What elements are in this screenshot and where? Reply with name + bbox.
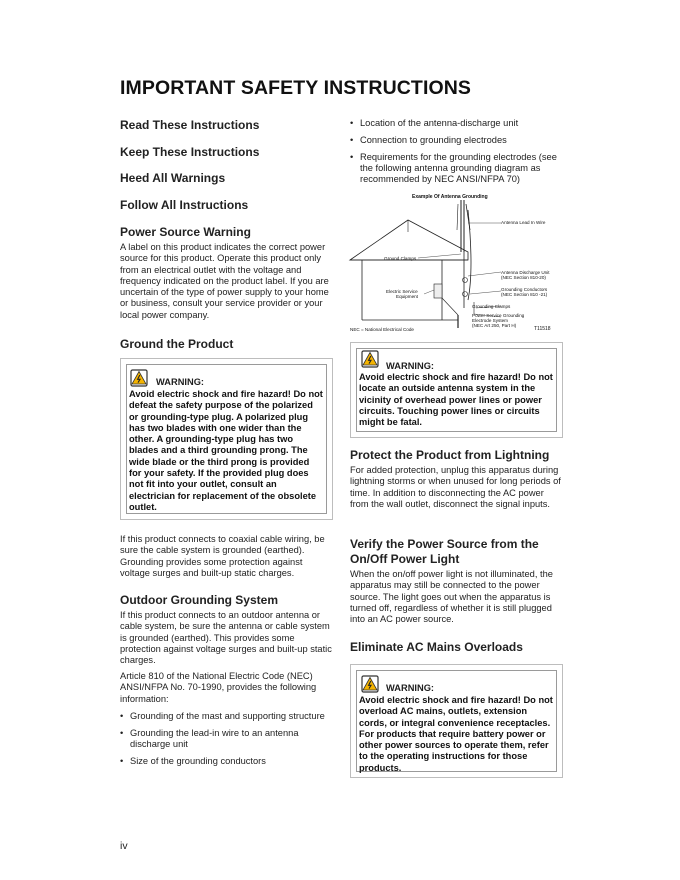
diagram-title: Example Of Antenna Grounding bbox=[412, 194, 488, 200]
list-item: • Grounding of the mast and supporting structure bbox=[120, 711, 332, 722]
heading-verify-power-light: On/Off Power Light bbox=[350, 552, 460, 566]
heading-protect-lightning: Protect the Product from Lightning bbox=[350, 448, 550, 462]
label-discharge-unit: Antenna Discharge Unit bbox=[501, 270, 550, 275]
label-ground-clamps: Ground Clamps bbox=[384, 256, 417, 261]
ground-warning-box bbox=[120, 358, 333, 520]
warning-shock-icon bbox=[361, 675, 379, 693]
heading-follow-instructions: Follow All Instructions bbox=[120, 198, 249, 212]
antenna-warning-label: WARNING: bbox=[386, 361, 435, 371]
overload-warning-label: WARNING: bbox=[386, 683, 435, 693]
verify-text: When the on/off power light is not illuminated, the apparatus may still be connected to the power source. The light goes out when the apparatus is turned off, regardless of whether it is still plugged into an AC power source. bbox=[350, 569, 553, 625]
warning-shock-icon bbox=[130, 369, 148, 387]
coax-text: If this product connects to coaxial cable wiring, be sure the cable system is grounded (earthed). Grounding provides some protection against voltage surges and built-up static charges. bbox=[120, 534, 325, 578]
label-antenna-lead: Antenna Lead In Wire bbox=[501, 220, 546, 225]
label-electrode-system: Electrode System bbox=[472, 318, 508, 323]
antenna-warning-box bbox=[350, 342, 563, 438]
outdoor-text: If this product connects to an outdoor antenna or cable system, be sure the antenna or cable system is grounded (earthed). This provides some protection against voltage surges and built-up static charges. bbox=[120, 610, 332, 666]
heading-keep-instructions: Keep These Instructions bbox=[120, 145, 260, 159]
list-item: • Grounding the lead-in wire to an antenna discharge unit bbox=[120, 728, 332, 750]
label-grounding-conductors-section: (NEC Section 810 -21) bbox=[501, 292, 548, 297]
list-item: • Location of the antenna-discharge unit bbox=[350, 118, 562, 129]
list-item: • Requirements for the grounding electrodes (see the following antenna grounding diagram as recommended by NEC ANSI/NFPA 70) bbox=[350, 152, 562, 185]
overload-warning-text: Avoid electric shock and fire hazard! Do not overload AC mains, outlets, extension cords, or integral convenience receptacles. For products that require battery power or other power sources to operate them, refer to the operating instructions for those products. bbox=[359, 695, 553, 773]
heading-power-source-warning: Power Source Warning bbox=[120, 225, 251, 239]
label-grounding-clamps: Grounding Clamps bbox=[472, 304, 511, 309]
ground-warning-label: WARNING: bbox=[156, 377, 205, 387]
overload-warning-box bbox=[350, 664, 563, 778]
page-title: IMPORTANT SAFETY INSTRUCTIONS bbox=[120, 77, 472, 99]
label-discharge-unit-section: (NEC Section 810-20) bbox=[501, 275, 546, 280]
label-figure-id: T11518 bbox=[534, 326, 551, 332]
label-power-service: Power Service Grounding bbox=[472, 313, 525, 318]
heading-ground-product: Ground the Product bbox=[120, 337, 234, 351]
heading-outdoor-grounding: Outdoor Grounding System bbox=[120, 593, 278, 607]
list-item: • Size of the grounding conductors bbox=[120, 756, 332, 767]
warning-shock-icon bbox=[361, 350, 379, 368]
heading-read-instructions: Read These Instructions bbox=[120, 118, 260, 132]
power-source-text: A label on this product indicates the correct power source for this product. Operate this product only from an electrical outlet with the voltage and frequency indicated on the product label. If you are uncertain of the type of power supply to your home or business, consult your service provider or your local power company. bbox=[120, 242, 329, 320]
article-text: Article 810 of the National Electric Code (NEC) ANSI/NFPA No. 70-1990, provides the following information: bbox=[120, 671, 317, 704]
heading-eliminate-overloads: Eliminate AC Mains Overloads bbox=[350, 640, 523, 654]
label-grounding-conductors: Grounding Conductors bbox=[501, 287, 548, 292]
label-electric-service-equipment: Equipment bbox=[396, 294, 418, 299]
page-number: iv bbox=[120, 840, 128, 852]
lightning-text: For added protection, unplug this apparatus during lightning storms or when unused for long periods of time. In addition to disconnecting the AC power from the wall outlet, disconnect the signal inputs. bbox=[350, 465, 561, 509]
antenna-warning-text: Avoid electric shock and fire hazard! Do not locate an outside antenna system in the vicinity of overhead power lines or power circuits. Touching power lines or circuits might be fatal. bbox=[359, 372, 553, 428]
antenna-grounding-diagram bbox=[348, 190, 563, 335]
left-bullet-list bbox=[120, 711, 332, 767]
list-item: • Connection to grounding electrodes bbox=[350, 135, 562, 146]
ground-warning-text: Avoid electric shock and fire hazard! Do not defeat the safety purpose of the polarized or grounding-type plug. A polarized plug has two blades with one wider than the other. A grounding-type plug has two blades and a third grounding prong. The wide blade or the third prong is provided for your safety. If the provided plug does not fit into your outlet, consult an electrician for replacement of the obsolete outlet. bbox=[129, 389, 323, 512]
label-nec-note: NEC = National Electrical Code bbox=[350, 327, 414, 332]
label-electric-service: Electric Service bbox=[386, 289, 418, 294]
heading-verify-power-source: Verify the Power Source from the bbox=[350, 537, 539, 551]
right-bullet-list bbox=[350, 118, 562, 185]
label-nec-art: (NEC Art 250, Part H) bbox=[472, 323, 517, 328]
heading-heed-warnings: Heed All Warnings bbox=[120, 171, 226, 185]
